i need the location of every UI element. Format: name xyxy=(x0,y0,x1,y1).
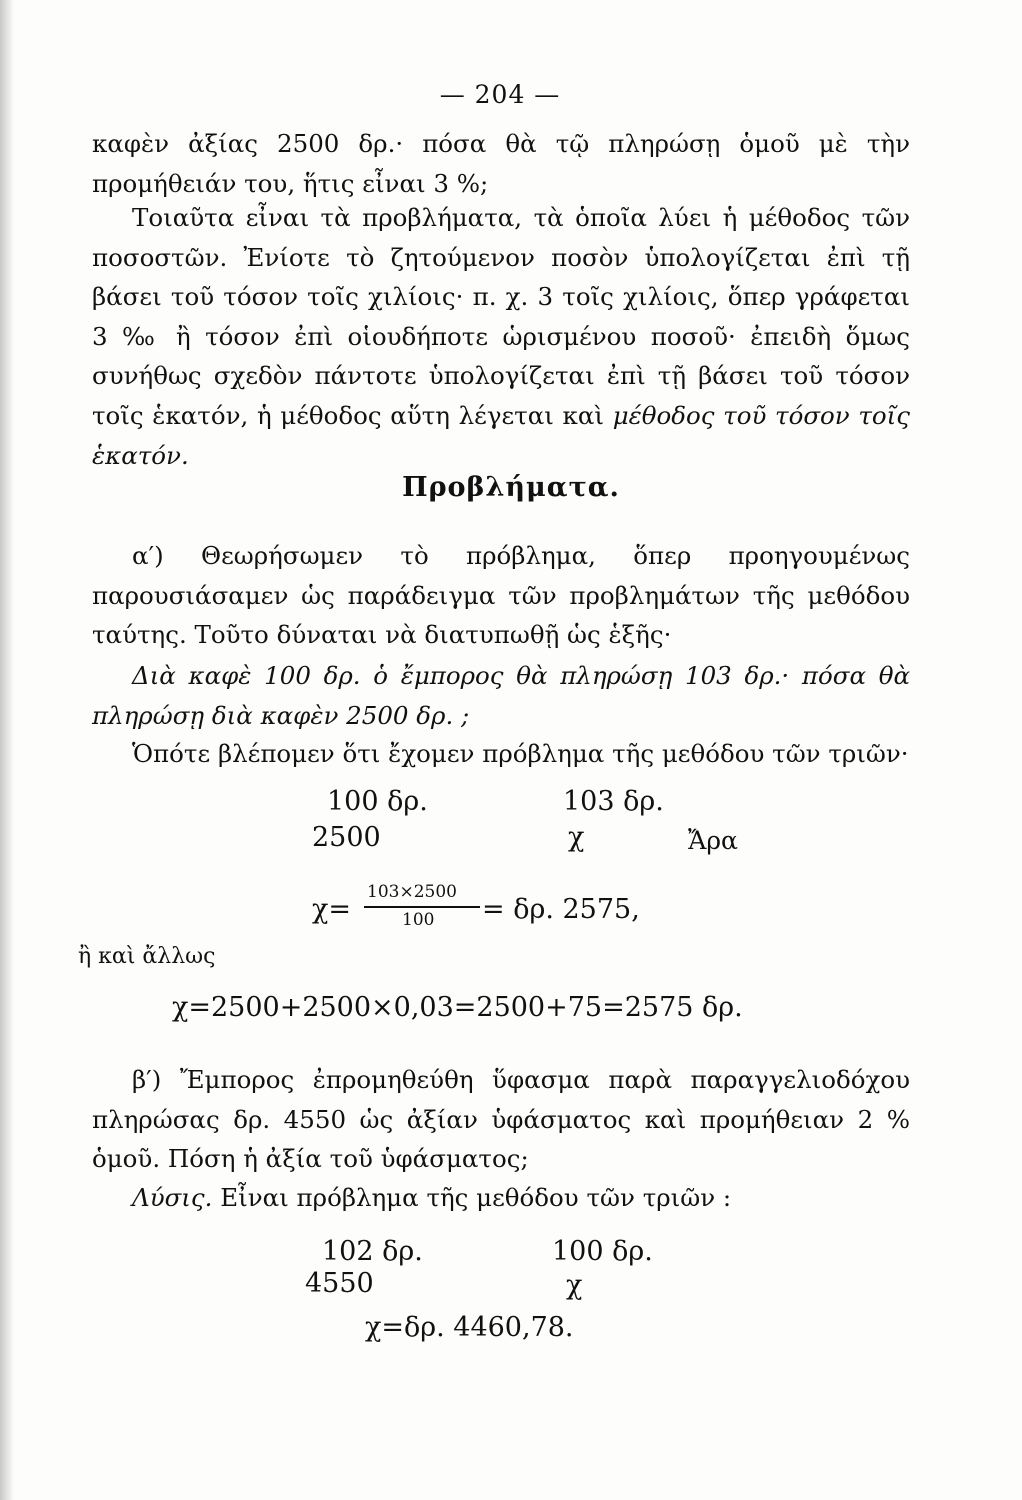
problem-statement: Διὰ καφὲ 100 δρ. ὁ ἔμπορος θὰ πληρώσῃ 103 δρ.· πόσα θὰ πληρώσῃ διὰ καφὲν 2500 δρ. ; xyxy=(92,661,910,730)
paragraph-6-text: β′) Ἔμπορος ἐπρομηθεύθη ὕφασμα παρὰ παραγγελιοδόχου πληρώσας δρ. 4550 ὡς ἀξίαν ὑφάσματος καὶ προμήθειαν 2 % ὁμοῦ. Πόση ἡ ἀξία τοῦ ὑφάσματος; xyxy=(92,1065,910,1174)
alt-equation: χ=2500+2500×0,03=2500+75=2575 δρ. xyxy=(172,992,743,1023)
page-number: — 204 — xyxy=(439,80,561,109)
paragraph-2-italic-term: μέθοδος τοῦ τόσον τοῖς ἑκατόν. xyxy=(92,400,910,470)
calc1-denominator: 100 xyxy=(402,910,435,930)
paragraph-2 xyxy=(92,198,910,475)
paragraph-3-text: α′) Θεωρήσωμεν τὸ πρόβλημα, ὅπερ προηγουμένως παρουσιάσαμεν ὡς παράδειγμα τῶν προβλημάτων τῆς μεθόδου ταύτης. Τοῦτο δύναται νὰ διατυπωθῇ ὡς ἑξῆς· xyxy=(92,541,910,650)
calc1-r1c1: 100 δρ. xyxy=(327,786,428,817)
page-edge-shadow xyxy=(0,0,14,1500)
solution-line xyxy=(92,1178,910,1218)
paragraph-4 xyxy=(92,656,910,735)
paragraph-1-text: καφὲν ἀξίας 2500 δρ.· πόσα θὰ τῷ πληρώσῃ ὁμοῦ μὲ τὴν προμήθειάν του, ἥτις εἶναι 3 %; xyxy=(92,129,910,198)
calc2-result: χ=δρ. 4460,78. xyxy=(365,1312,574,1343)
paragraph-2-text xyxy=(92,198,910,475)
calc2-r2c2: χ xyxy=(566,1270,583,1301)
calc1-numerator: 103×2500 xyxy=(367,882,457,902)
paragraph-5 xyxy=(92,734,910,774)
calc1-r2c2: χ xyxy=(568,822,585,853)
calc1-x-eq: χ= xyxy=(312,894,351,925)
paragraph-2-body: Τοιαῦτα εἶναι τὰ προβλήματα, τὰ ὁποῖα λύει ἡ μέθοδος τῶν ποσοστῶν. Ἐνίοτε τὸ ζητούμενον ποσὸν ὑπολογίζεται ἐπὶ τῇ βάσει τοῦ τόσον τοῖς χιλίοις· π. χ. 3 τοῖς χιλίοις, ὅπερ γράφεται 3 ‰ ἢ τόσον ἐπὶ οἱουδήποτε ὡρισμένου ποσοῦ· ἐπειδὴ ὅμως συνήθως σχεδὸν πάντοτε ὑπολογίζεται ἐπὶ τῇ βάσει τοῦ τόσον τοῖς ἑκατόν, ἡ μέθοδος αὕτη λέγεται καὶ xyxy=(92,203,910,430)
calc2-r2c1: 4550 xyxy=(305,1268,374,1299)
calc1-therefore: Ἄρα xyxy=(688,826,738,855)
solution-label: Λύσις. xyxy=(132,1183,213,1212)
section-heading: Προβλήματα. xyxy=(402,472,620,503)
calc1-r2c1: 2500 xyxy=(312,822,381,853)
calc2-r1c1: 102 δρ. xyxy=(322,1236,423,1267)
paragraph-1 xyxy=(92,124,910,203)
calc1-result: = δρ. 2575, xyxy=(482,894,640,925)
calc1-r1c2: 103 δρ. xyxy=(563,786,664,817)
paragraph-5-text: Ὁπότε βλέπομεν ὅτι ἔχομεν πρόβλημα τῆς μεθόδου τῶν τριῶν· xyxy=(132,739,909,768)
calc1-fraction-bar xyxy=(364,906,480,908)
paragraph-3 xyxy=(92,536,910,655)
alt-label: ἢ καὶ ἄλλως xyxy=(78,944,216,969)
paragraph-6 xyxy=(92,1060,910,1179)
solution-text: Εἶναι πρόβλημα τῆς μεθόδου τῶν τριῶν : xyxy=(220,1183,732,1212)
calc2-r1c2: 100 δρ. xyxy=(552,1236,653,1267)
paragraph-7 xyxy=(92,1178,910,1218)
